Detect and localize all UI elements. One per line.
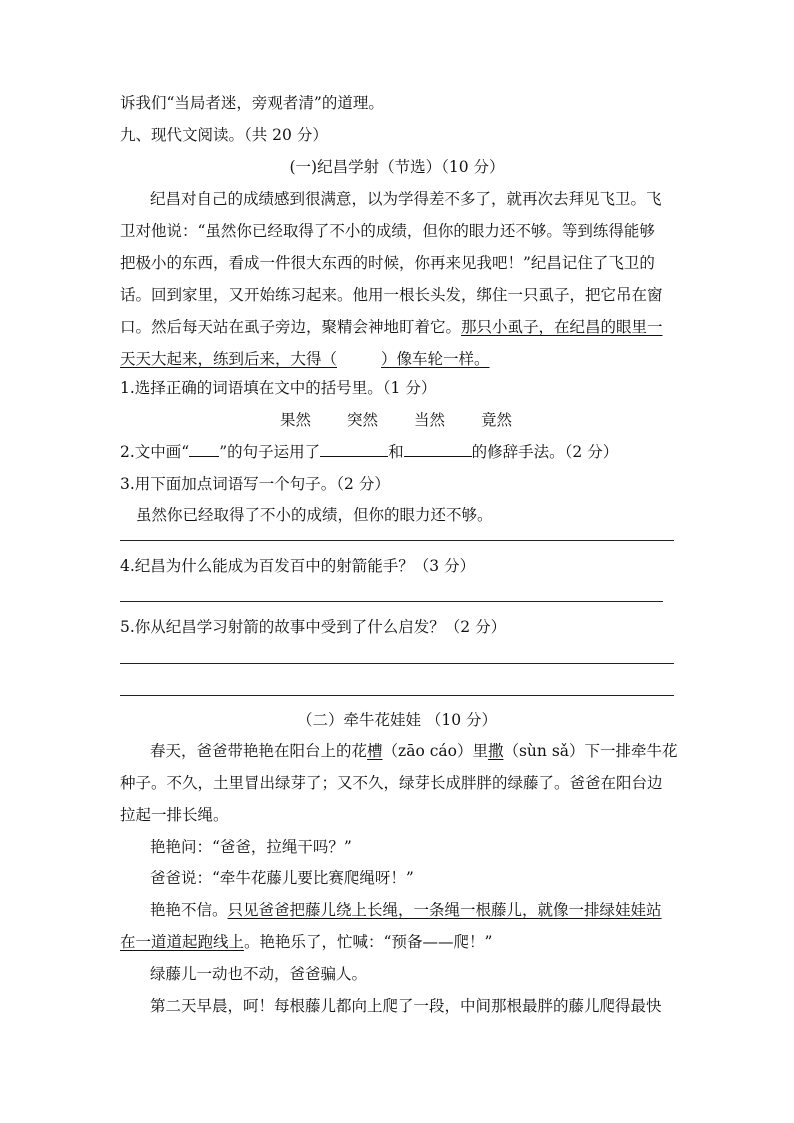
passage-text: 艳艳不信。 [150, 901, 228, 919]
passage-line: 爸爸说：“牵牛花藤儿要比赛爬绳呀！” [150, 869, 414, 887]
passage-line [150, 741, 710, 761]
passage-line: 绿藤儿一动也不动，爸爸骗人。 [150, 965, 368, 983]
question-text: 和 [388, 443, 404, 461]
word-option: 果然 [280, 411, 312, 429]
passage-text: 春天，爸爸带艳艳在阳台上的花 [150, 742, 368, 760]
example-sentence: 虽然你已经取得了不小的成绩，但你的眼力还不够。 [136, 506, 493, 524]
underlined-sentence: 天天大起来，练到后来，大得（ [120, 350, 338, 368]
underlined-sentence: 那只小虱子，在纪昌的眼里一 [461, 318, 663, 336]
word-option: 当然 [414, 411, 446, 429]
word-option: 竟然 [481, 411, 513, 429]
passage-text: 。艳艳乐了，忙喊：“预备——爬！” [244, 933, 493, 951]
passage-title: (一)纪昌学射（节选）（10 分） [289, 158, 505, 176]
underlined-sentence: ）像车轮一样。 [381, 350, 490, 368]
marked-character: 槽 [367, 742, 383, 760]
answer-line[interactable] [120, 601, 663, 602]
passage-text: 口。然后每天站在虱子旁边，聚精会神地盯着它。 [120, 318, 462, 336]
question-text: 2.文中画“ [120, 443, 190, 461]
marked-character: 撒 [487, 742, 504, 760]
question-text: ”的句子运用了 [219, 443, 321, 461]
question-5: 5.你从纪昌学习射箭的故事中受到了什么启发？（2 分） [120, 618, 507, 636]
passage-line [120, 932, 680, 952]
passage-line: 纪昌对自己的成绩感到很满意，以为学得差不多了，就再次去拜见飞卫。飞 [150, 190, 662, 208]
question-3: 3.用下面加点词语写一个句子。（2 分） [120, 475, 390, 493]
passage-line: 把极小的东西，看成一件很大东西的时候，你再来见我吧！”纪昌记住了飞卫的 [120, 254, 655, 272]
question-2 [120, 442, 680, 462]
pinyin-options: （sùn sǎ）下一排牵牛花 [503, 742, 678, 760]
passage-title: （二）牵牛花娃娃 （10 分） [296, 711, 498, 729]
underline-sample [189, 442, 219, 457]
answer-blank[interactable] [404, 442, 472, 457]
passage-line [150, 900, 710, 920]
pinyin-options: （zāo cáo）里 [382, 742, 488, 760]
word-options [280, 410, 794, 430]
question-4: 4.纪昌为什么能成为百发百中的射箭能手？（3 分） [120, 557, 476, 575]
text-line: 诉我们“当局者迷，旁观者清”的道理。 [120, 94, 384, 112]
answer-blank[interactable] [320, 442, 388, 457]
answer-line[interactable] [120, 540, 674, 541]
passage-line: 话。回到家里，又开始练习起来。他用一根长头发，绑住一只虱子，把它吊在窗 [120, 286, 663, 304]
passage-line [120, 317, 680, 337]
answer-line[interactable] [120, 663, 674, 664]
underlined-sentence: 在一道道起跑线上 [120, 933, 245, 951]
passage-line [120, 349, 680, 369]
word-option: 突然 [347, 411, 379, 429]
question-text: 的修辞手法。（2 分） [471, 443, 619, 461]
passage-line: 种子。不久，土里冒出绿芽了；又不久，绿芽长成胖胖的绿藤了。爸爸在阳台边 [120, 774, 663, 792]
passage-line: 卫对他说：“虽然你已经取得了不小的成绩，但你的眼力还不够。等到练得能够 [120, 222, 655, 240]
underlined-sentence: 只见爸爸把藤儿绕上长绳，一条绳一根藤儿，就像一排绿娃娃站 [227, 901, 662, 919]
answer-line[interactable] [120, 695, 674, 696]
question-1: 1.选择正确的词语填在文中的括号里。（1 分） [120, 379, 437, 397]
passage-line: 第二天早晨，呵！每根藤儿都向上爬了一段，中间那根最胖的藤儿爬得最快 [150, 997, 662, 1015]
passage-line: 艳艳问：“爸爸，拉绳干吗？” [150, 838, 352, 856]
section-heading: 九、现代文阅读。（共 20 分） [120, 126, 328, 144]
passage-line: 拉起一排长绳。 [120, 806, 229, 824]
